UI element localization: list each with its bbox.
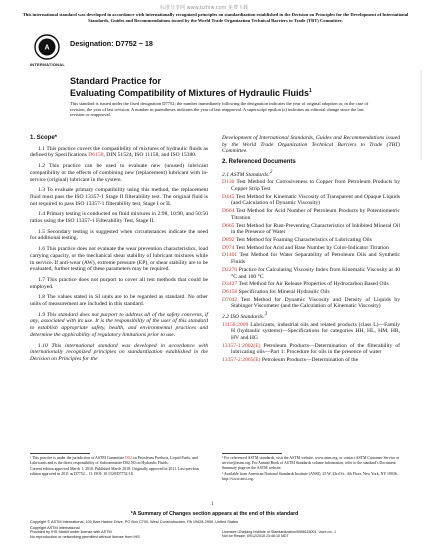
para-1-8: 1.8 The values stated in SI units are to be regarded as standard. No other units of measurement are included in this standard.: [30, 294, 208, 308]
para-1-7: 1.7 This practice does not purport to cover all test methods that could be employed.: [30, 276, 208, 290]
para-1-4: 1.4 Primary testing is conducted on fluid mixtures in 2:98, 10:90, and 50:50 ratios using the ISO 13357-1 Filterability Test, Stage II.: [30, 211, 208, 225]
reference-code-link[interactable]: D974: [222, 244, 235, 251]
reference-item: [222, 267, 400, 280]
reference-title: Test Method for Rust-Preventing Characteristics of Inhibited Mineral Oil in the Presence of Water: [231, 222, 400, 236]
reference-code-link[interactable]: D3427: [222, 281, 238, 288]
reference-code-link[interactable]: 13357-2:2005(E): [222, 357, 261, 364]
reference-title: Petroleum Products—Determination of the: [260, 357, 359, 364]
reference-code-link[interactable]: D6158: [222, 288, 238, 295]
reference-title: Practice for Calculating Viscosity Index from Kinematic Viscosity at 40 °C and 100 °C: [231, 266, 400, 280]
reference-code-link[interactable]: 13357-1:2002(E): [222, 342, 261, 349]
para-1-10-cont: Development of International Standards, Guides and Recommendations issued by the World Trade Organization Technical Barriers to Trade (TBT) Committee.: [222, 135, 400, 155]
ihs-license-note: Copyright ASTM International Provided by IHS Markit under license with ASTM No reproduction or networking permitted without license from IHS: [30, 525, 140, 539]
reference-title: Test Method for Dynamic Viscosity and Density of Liquids by Stabinger Viscometer (and the Calculation of Kinematic Viscosity): [231, 296, 400, 310]
title-line-2: Evaluating Compatibility of Mixtures of Hydraulic Fluids$^1$: [70, 88, 312, 98]
referenced-docs-heading: 2. Referenced Documents: [222, 159, 296, 166]
reference-item: [222, 208, 400, 221]
reference-title: Test Method for Air Release Properties of Hydrocarbon Based Oils: [237, 281, 389, 288]
footnote-left: [30, 456, 208, 477]
link-d02[interactable]: D02: [125, 456, 132, 460]
para-1-10: 1.10 This international standard was developed in accordance with internationally recognized principles on standardization established in the Decision on Principles for the: [30, 342, 208, 362]
iso-reference-list: [222, 322, 400, 364]
reference-code-link[interactable]: D2270: [222, 266, 238, 273]
reference-item: [222, 179, 400, 192]
designation: Designation: D7752 − 18: [70, 39, 153, 48]
reference-item: [222, 357, 400, 364]
link-d6158[interactable]: D6158: [88, 152, 104, 159]
reference-title: Petroleum Products—Determination of the filterability of lubricating oils—Part 1: Procedure for oils in the presence of water: [231, 342, 400, 356]
issue-note: This standard is issued under the fixed designation D7752; the number immediately following the designation indicates the year of original adoption or, in the case of revision, the year of last revision. A number in parentheses indicates the year of last reapproval. A superscript epsilon (ε) indicates an editorial change since the last revision or reapproval.: [70, 101, 369, 118]
footnote-right: [222, 456, 400, 482]
reference-code-link[interactable]: D7042: [222, 296, 238, 303]
reference-item: [222, 322, 400, 342]
reference-code-link[interactable]: D130: [222, 179, 235, 186]
reference-code-link[interactable]: D445: [222, 193, 235, 200]
summary-of-changes-note: *A Summary of Changes section appears at the end of this standard: [130, 511, 299, 517]
para-1-9: 1.9 This standard does not purport to address all of the safety concerns, if any, associated with its use. It is the responsibility of the user of this standard to establish appropriate safety, health, and environmental practices and determine the applicability of regulatory limitations prior to use.: [30, 311, 208, 338]
astm-reference-list: [222, 179, 400, 310]
footnote-rule-right: [222, 453, 282, 454]
logo-text: INTERNATIONAL: [30, 62, 65, 67]
top-notice: This international standard was developed in accordance with internationally recognized principles on standardization established in the Decision on Principles for the Development of International Standards, Guides and Recommendations issued by the World Trade Organization Technical Barriers to Trade (TBT) Committee.: [22, 12, 409, 23]
footnote-1-edition: Current edition approved March 1, 2018. Published March 2018. Originally approved in 2011. Last previous edition approved in 2011 as D7752 – 11. DOI: 10.1520/D7752-18.: [30, 467, 200, 476]
reference-item: [222, 343, 400, 356]
reference-title: Test Method for Kinematic Viscosity of Transparent and Opaque Liquids (and Calculation of Dynamic Viscosity): [231, 193, 400, 207]
reference-item: [222, 223, 400, 236]
svg-text:A: A: [44, 44, 50, 52]
right-column: [222, 135, 400, 365]
reference-title: Specification for Mineral Hydraulic Oils: [237, 288, 330, 295]
footnote-rule-left: [30, 453, 90, 454]
para-1-5: 1.5 Secondary testing is suggested when circumstances indicate the need for additional testing.: [30, 228, 208, 242]
scope-heading: 1. Scope*: [30, 135, 58, 141]
para-1-1: 1.1 This practice covers the compatibility of mixtures of hydraulic fluids as defined by Specifications D6158, DIN 51524, ISO 11158, and ISO 15380.: [30, 145, 208, 159]
reference-code-link[interactable]: D664: [222, 208, 235, 215]
reference-item: [222, 252, 400, 265]
reference-code-link[interactable]: D1401: [222, 252, 238, 259]
astm-standards-heading: 2.1 ASTM Standards:$^2$: [222, 169, 273, 178]
footnote-1: ¹ This practice is under the jurisdiction of ASTM Committee D02 on Petroleum Products, Liquid Fuels, and Lubricants and is the direct responsibility of Subcommittee D02.N0 on Hydraulic Fluids.: [30, 456, 198, 465]
document-title: [70, 76, 370, 98]
reference-title: Test Method for Water Separability of Petroleum Oils and Synthetic Fluids: [231, 252, 400, 266]
title-line-1: Standard Practice for: [70, 76, 162, 86]
watermark: 标准分享网 www.bzfxw.com 免费下载: [160, 5, 248, 11]
iso-standards-heading: 2.2 ISO Standards:$^3$: [222, 312, 268, 320]
side-license-strip: [419, 70, 423, 160]
para-1-2: 1.2 This practice can be used to evaluate new (unused) lubricant compatibility or the effects of combining new (replacement) lubricant with in-service (original) lubricant in the system.: [30, 163, 208, 183]
footnote-2: ² For referenced ASTM standards, visit the ASTM website, www.astm.org, or contact ASTM Customer Service at service@astm.org. For Annual Book of ASTM Standards volume information, refer to the standard's Document Summary page on the ASTM website.: [222, 456, 399, 470]
reference-code-link[interactable]: D665: [222, 222, 235, 229]
para-1-3: 1.3 To evaluate primary compatibility using this method, the replacement fluid must pass the ISO 13357-1 Stage II filterability test. The original fluid is not required to pass ISO 13357-1 filterability test, Stage I or II.: [30, 187, 208, 207]
copyright-line: Copyright © ASTM International, 100 Barr Harbor Drive, PO Box C700, West Conshohocken, PA 19428-2959. United States Copyright ASTM International Provided by IHS Markit under license with ASTM No reproduction or networking permitted without license from IHS: [30, 520, 239, 539]
para-1-6: 1.6 This practice does not evaluate the wear prevention characteristics, load carrying capacity, or the mechanical shear stability of lubricant mixtures while in service. If anti-wear (AW), extreme pressure (EP), or shear stability are to be evaluated, further testing of these parameters may be required.: [30, 246, 208, 273]
reference-title: Test Method for Foaming Characteristics of Lubricating Oils: [234, 237, 372, 243]
reference-title: Lubricants, industrial oils and related products (class L)—Family H (hydraulic systems)—Specifications for categories HH, HL, HM, HR, HV and HG: [231, 321, 400, 341]
reference-item: [222, 194, 400, 207]
reference-title: Test Method for Acid and Base Number by Color-Indicator Titration: [234, 244, 389, 251]
reference-title: Test Method for Acid Number of Petroleum Products by Potentiometric Titration: [231, 208, 400, 221]
reference-title: Test Method for Corrosiveness to Copper from Petroleum Products by Copper Strip Test: [231, 179, 400, 193]
reference-code-link[interactable]: 11158:2009: [222, 321, 249, 328]
astm-logo-icon: [34, 34, 60, 60]
reference-item: [222, 297, 400, 310]
left-column: [30, 135, 208, 367]
reference-code-link[interactable]: D892: [222, 237, 235, 243]
reference-item: [222, 289, 400, 296]
reference-item: [222, 245, 400, 252]
licensee-note: Licensee=Zhejiang Institute of Standardization/5956115001, User=xx, J Not for Resale, 09/12/2018 23:46:10 MDT: [222, 530, 336, 539]
reference-item: [222, 237, 400, 244]
reference-item: [222, 281, 400, 288]
page-number: 1: [211, 502, 214, 507]
footnote-3: ³ Available from American National Standards Institute (ANSI), 25 W. 43rd St., 4th Floor, New York, NY 10036, http://www.ansi.org.: [222, 472, 398, 481]
